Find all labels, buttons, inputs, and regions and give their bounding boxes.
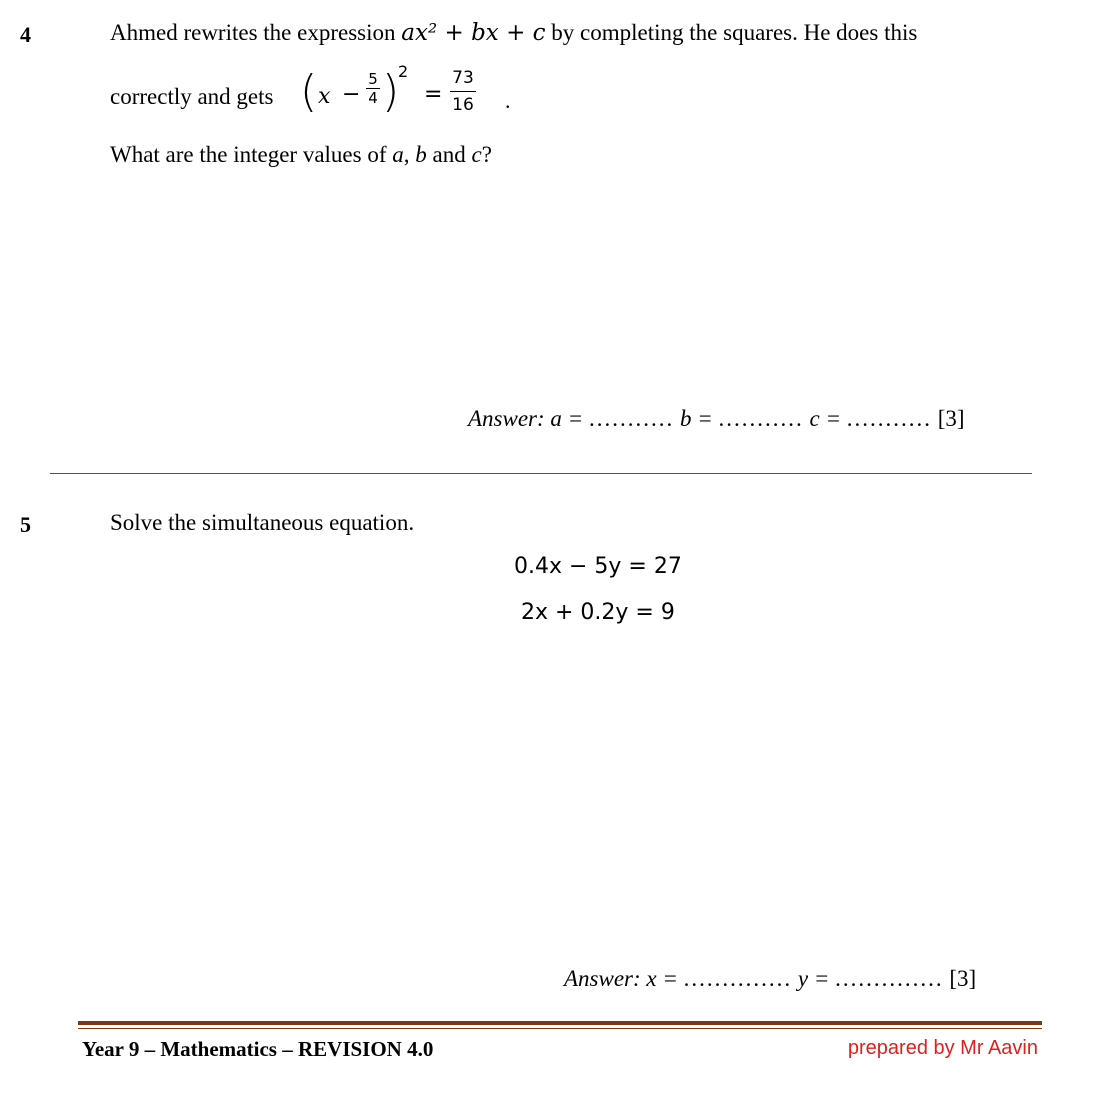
q4-expression: ax² + bx + c — [401, 20, 546, 46]
fraction-bar — [450, 91, 476, 92]
q5-answer-colon: : — [633, 966, 641, 991]
q4-answer-line — [468, 406, 965, 432]
q4-answer-label: Answer — [468, 406, 537, 431]
q4-var-c: c — [471, 142, 482, 167]
q4-equals-sign: = — [424, 82, 443, 107]
q4-comma: , — [403, 142, 410, 167]
q4-var-b: b — [415, 142, 427, 167]
q4-lhs-fraction — [366, 70, 380, 107]
q4-var-a: a — [392, 142, 404, 167]
q4-marks: [3] — [937, 406, 965, 431]
q5-y-blank[interactable]: .............. — [835, 966, 944, 991]
q5-y-label: y = — [797, 966, 830, 991]
q4-rhs-num: 73 — [452, 68, 474, 88]
q5-x-blank[interactable]: .............. — [683, 966, 793, 991]
q4-question — [110, 142, 492, 168]
q4-lhs-minus: − — [342, 82, 361, 107]
q4-answer-colon: : — [537, 406, 545, 431]
footer-credit: prepared by Mr Aavin — [847, 1037, 1038, 1059]
q4-line1-tail: by completing the squares. He does this — [551, 20, 918, 45]
q5-equation-1: 0.4x − 5y = 27 — [514, 554, 682, 579]
q4-completed-square-equation — [300, 64, 520, 126]
q4-and: and — [432, 142, 466, 167]
left-parenthesis: ( — [300, 66, 318, 117]
q5-equation-2: 2x + 0.2y = 9 — [521, 600, 675, 625]
footer-rule-thin — [78, 1028, 1042, 1029]
q4-rhs-den: 16 — [452, 95, 474, 115]
q4-c-label: c = — [809, 406, 841, 431]
q5-marks: [3] — [949, 966, 977, 991]
q4-lhs-exponent: 2 — [398, 62, 409, 81]
q5-answer-label: Answer — [564, 966, 633, 991]
q5-prompt: Solve the simultaneous equation. — [110, 510, 415, 535]
question-4-number: 4 — [20, 22, 31, 47]
q4-a-blank[interactable]: ........... — [588, 406, 675, 431]
q4-lhs-x: x — [318, 84, 331, 109]
footer-title: Year 9 – Mathematics – REVISION 4.0 — [82, 1037, 434, 1061]
q4-period: . — [505, 88, 511, 113]
q4-b-label: b = — [679, 406, 713, 431]
q4-b-blank[interactable]: ........... — [718, 406, 804, 431]
question-4-line-1 — [110, 20, 917, 46]
q4-question-mark: ? — [481, 142, 492, 167]
q4-a-label: a = — [550, 406, 584, 431]
q5-answer-line — [564, 966, 976, 992]
q4-lhs-frac-den: 4 — [368, 89, 378, 107]
q4-rhs-fraction — [450, 68, 476, 115]
q5-x-label: x = — [646, 966, 678, 991]
question-5-number: 5 — [20, 512, 31, 537]
footer-rule-thick — [78, 1021, 1042, 1025]
q4-line2-text: correctly and gets — [110, 84, 274, 109]
q4-line1-text: Ahmed rewrites the expression — [110, 20, 396, 45]
q4-lhs-frac-num: 5 — [368, 70, 378, 88]
section-divider — [50, 473, 1032, 474]
right-parenthesis: ) — [382, 66, 400, 117]
q4-c-blank[interactable]: ........... — [846, 406, 932, 431]
q4-question-text: What are the integer values of — [110, 142, 387, 167]
